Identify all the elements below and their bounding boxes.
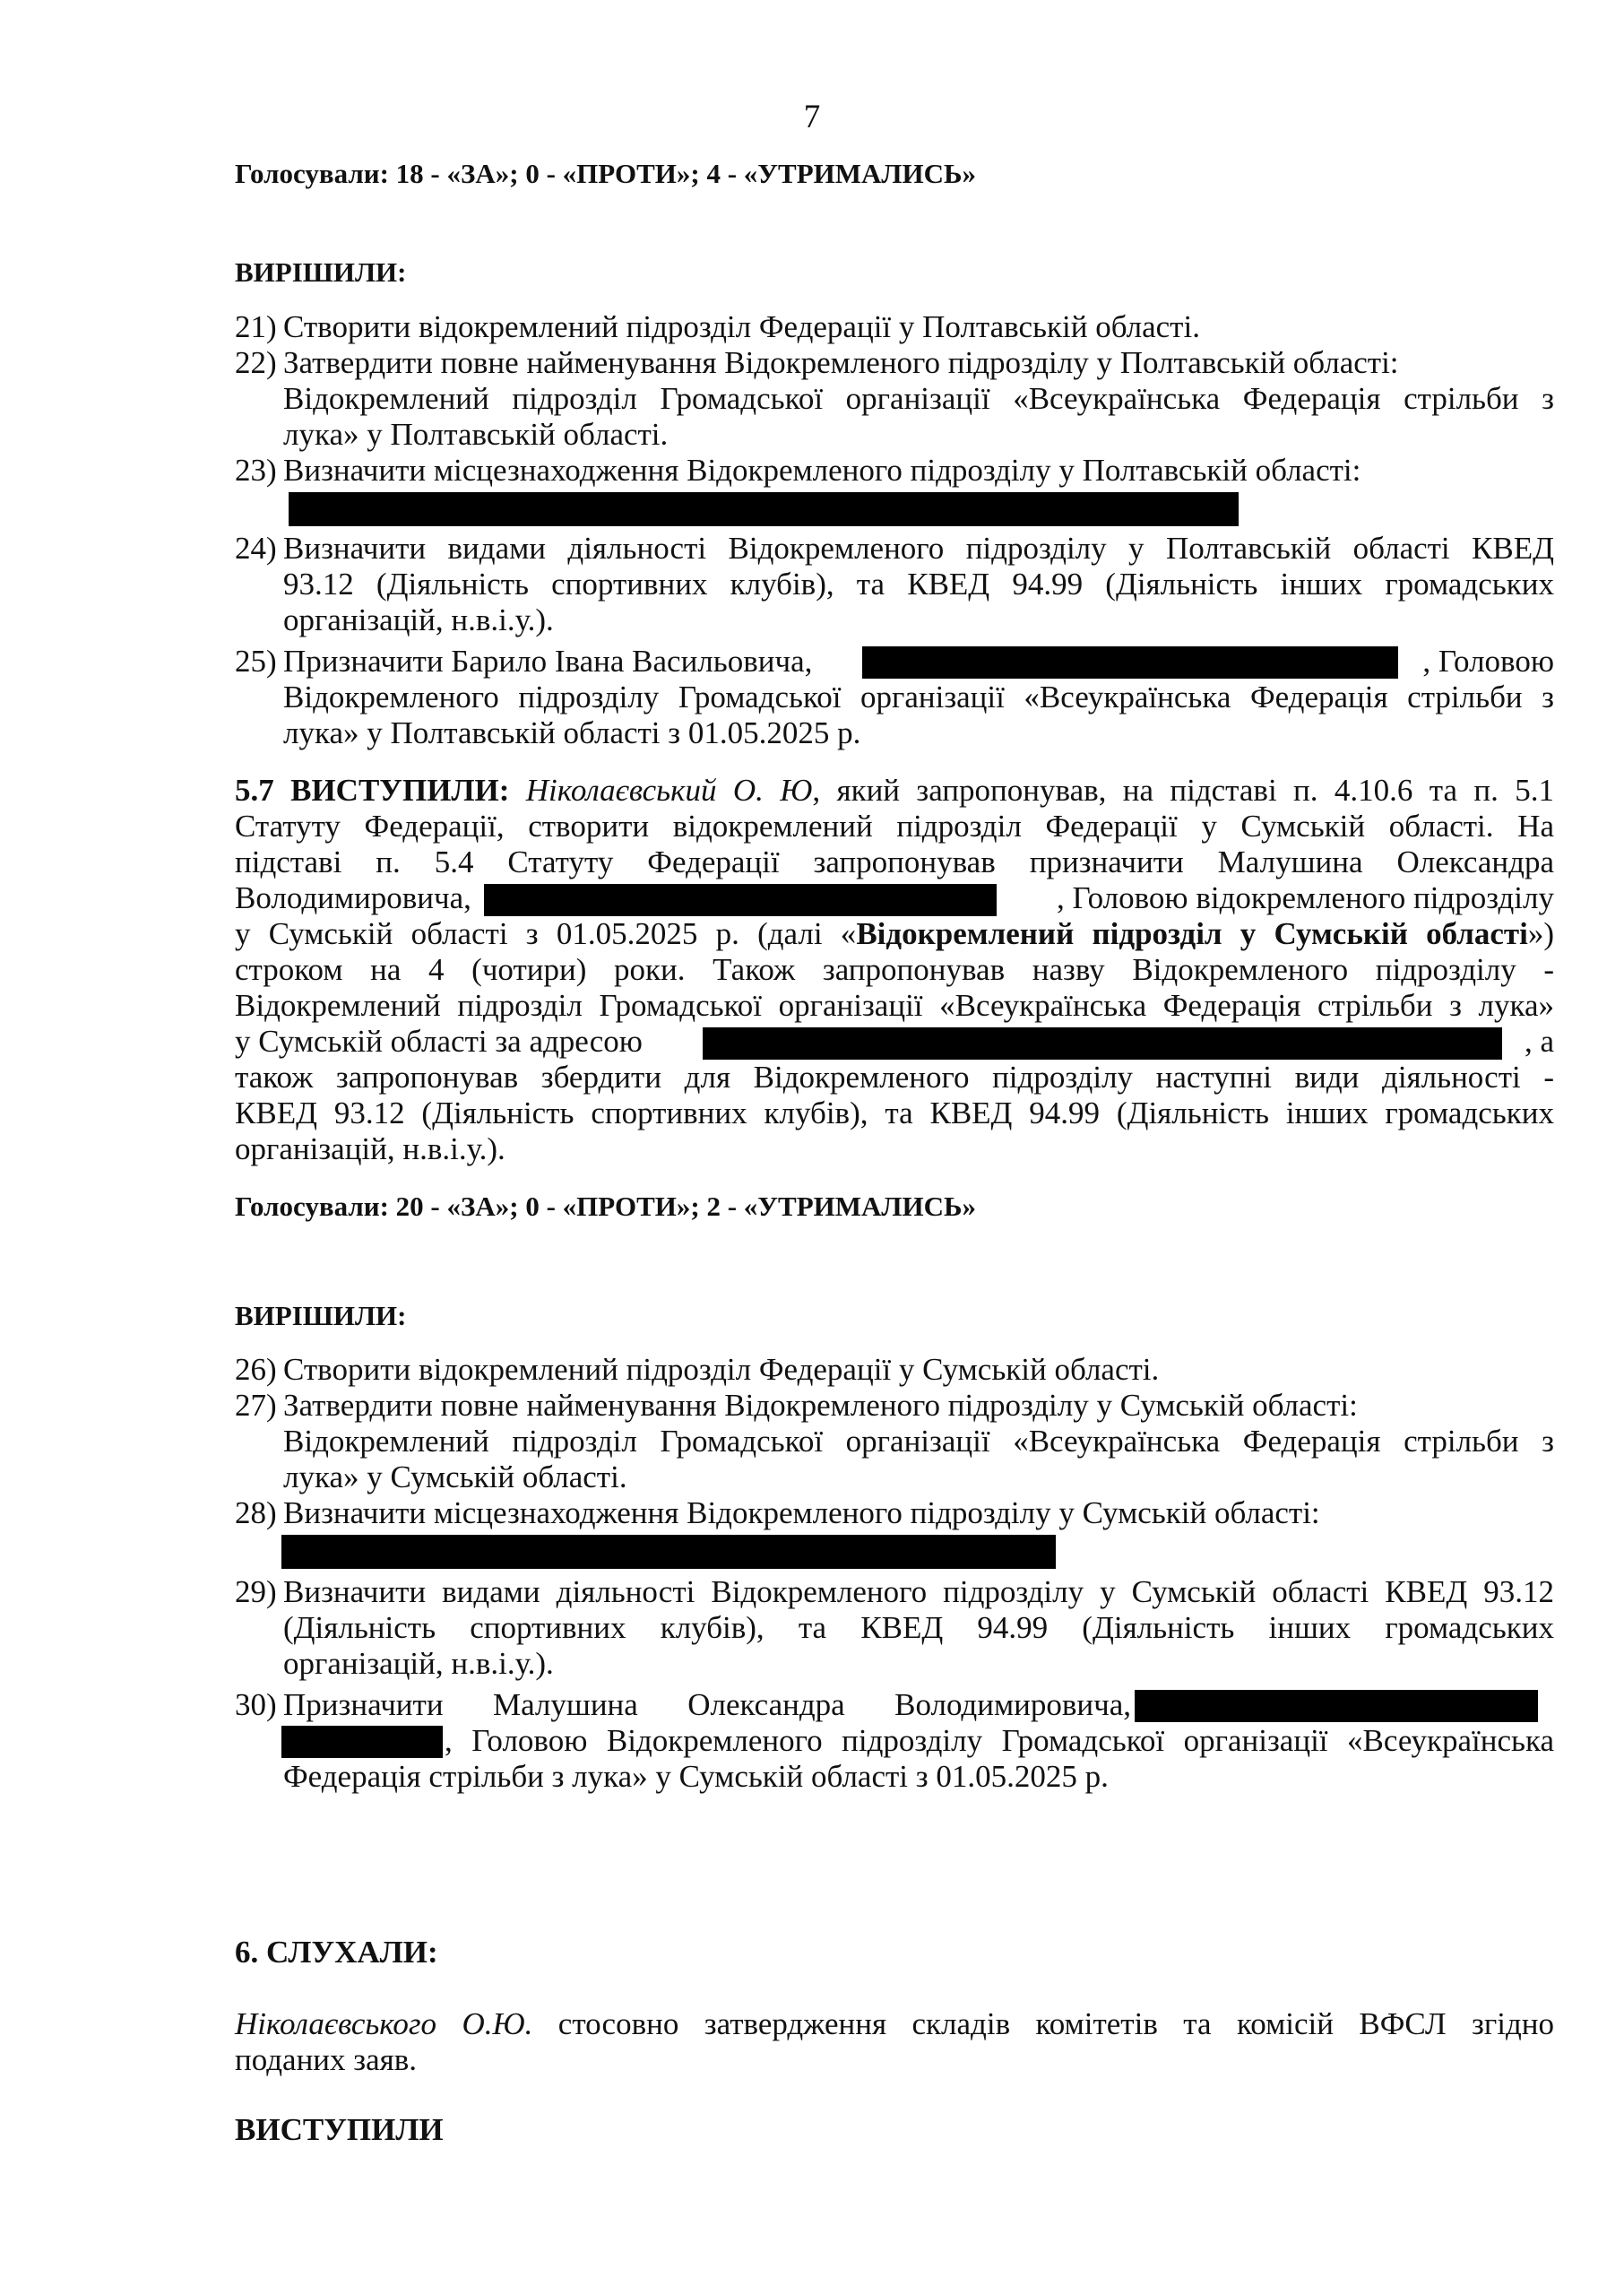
item-26-line-1: Створити відокремлений підрозділ Федерації у Сумській області. xyxy=(283,1352,1160,1387)
item-25-line-1a: Призначити Барило Івана Васильовича, xyxy=(283,644,813,679)
redacted-personal-data-3 xyxy=(1135,1690,1538,1722)
section-57-line-4b: , Головою відокремленого підрозділу xyxy=(1056,880,1554,915)
item-24-line-2: 93.12 (Діяльність спортивних клубів), та КВЕД 94.99 (Діяльність інших громадських xyxy=(283,567,1554,602)
item-number-21: 21) xyxy=(235,309,277,344)
item-23-line-1: Визначити місцезнаходження Відокремленого підрозділу у Полтавській області: xyxy=(283,453,1361,488)
section-57-line-1-text: , який запропонував, на підставі п. 4.10.6 та п. 5.1 xyxy=(812,773,1554,808)
redacted-address-1 xyxy=(289,492,1239,526)
section-57-line-8b: , а xyxy=(1524,1024,1554,1059)
vote-result-1: Голосували: 18 - «ЗА»; 0 - «ПРОТИ»; 4 - «УТРИМАЛИСЬ» xyxy=(235,158,977,189)
section-57-line-2: Статуту Федерації, створити відокремлений підрозділ Федерації у Сумській області. На xyxy=(235,809,1554,844)
item-number-23: 23) xyxy=(235,453,277,488)
item-number-25: 25) xyxy=(235,644,277,679)
section-57-line-5-text: у Сумській області з 01.05.2025 р. (далі « xyxy=(235,916,857,951)
item-30-line-3: Федерація стрільби з лука» у Сумській області з 01.05.2025 р. xyxy=(283,1759,1109,1794)
section-6-line-2: поданих заяв. xyxy=(235,2042,418,2077)
section-6-line-1 xyxy=(235,2006,1554,2042)
item-number-26: 26) xyxy=(235,1352,277,1387)
section-57-line-10: КВЕД 93.12 (Діяльність спортивних клубів), та КВЕД 94.99 (Діяльність інших громадських xyxy=(235,1096,1554,1130)
section-57-line-9: також запропонував збердити для Відокремленого підрозділу наступні види діяльності - xyxy=(235,1060,1554,1095)
section-57-line-3: підставі п. 5.4 Статуту Федерації запропонував призначити Малушина Олександра xyxy=(235,844,1554,879)
section-57-line-5 xyxy=(235,916,1554,952)
item-24-line-3: організацій, н.в.і.у.). xyxy=(283,602,554,637)
item-22-line-3: лука» у Полтавській області. xyxy=(283,417,669,452)
item-28-line-1: Визначити місцезнаходження Відокремленого підрозділу у Сумській області: xyxy=(283,1495,1320,1530)
section-57-bold-name: Відокремлений підрозділ у Сумській області xyxy=(856,916,1528,951)
section-57-line-1 xyxy=(235,773,1554,809)
item-27-line-3: лука» у Сумській області. xyxy=(283,1459,627,1494)
item-30-line-2: , Головою Відокремленого підрозділу Громадської організації «Всеукраїнська xyxy=(445,1723,1554,1758)
item-21-line-1: Створити відокремлений підрозділ Федерації у Полтавській області. xyxy=(283,309,1200,344)
section-57-line-6: строком на 4 (чотири) роки. Також запропонував назву Відокремленого підрозділу - xyxy=(235,952,1554,987)
item-number-29: 29) xyxy=(235,1574,277,1609)
item-number-27: 27) xyxy=(235,1388,277,1423)
item-25-line-3: лука» у Полтавській області з 01.05.2025 р. xyxy=(283,715,861,750)
redacted-personal-data-1 xyxy=(862,646,1398,679)
item-25-line-2: Відокремленого підрозділу Громадської організації «Всеукраїнська Федерація стрільби з xyxy=(283,680,1554,714)
item-22-line-1: Затвердити повне найменування Відокремленого підрозділу у Полтавській області: xyxy=(283,345,1399,380)
item-27-line-1: Затвердити повне найменування Відокремленого підрозділу у Сумській області: xyxy=(283,1388,1358,1423)
section-6-line-1-text: стосовно затвердження складів комітетів та комісій ВФСЛ згідно xyxy=(532,2006,1554,2041)
item-27-line-2: Відокремлений підрозділ Громадської організації «Всеукраїнська Федерація стрільби з xyxy=(283,1424,1554,1459)
item-29-line-2: (Діяльність спортивних клубів), та КВЕД 94.99 (Діяльність інших громадських xyxy=(283,1610,1554,1645)
section-57-line-11: організацій, н.в.і.у.). xyxy=(235,1131,505,1166)
section-57-line-7: Відокремлений підрозділ Громадської організації «Всеукраїнська Федерація стрільби з лука» xyxy=(235,988,1554,1023)
section-6-speaker: Ніколаєвського О.Ю. xyxy=(235,2006,533,2041)
item-22-line-2: Відокремлений підрозділ Громадської організації «Всеукраїнська Федерація стрільби з xyxy=(283,381,1554,416)
redacted-personal-data-4 xyxy=(281,1726,443,1758)
item-number-24: 24) xyxy=(235,531,277,566)
section-57-label: 5.7 ВИСТУПИЛИ: xyxy=(235,773,510,808)
vote-result-2: Голосували: 20 - «ЗА»; 0 - «ПРОТИ»; 2 - «УТРИМАЛИСЬ» xyxy=(235,1191,977,1222)
item-number-28: 28) xyxy=(235,1495,277,1530)
page-number: 7 xyxy=(803,99,821,135)
item-24-line-1: Визначити видами діяльності Відокремленого підрозділу у Полтавській області КВЕД xyxy=(283,531,1554,566)
item-number-22: 22) xyxy=(235,345,277,380)
section-57-line-4a: Володимировича, xyxy=(235,880,471,915)
item-30-line-1a: Призначити Малушина Олександра Володимировича, xyxy=(283,1687,1131,1722)
decided-heading-1: ВИРІШИЛИ: xyxy=(235,256,407,288)
redacted-personal-data-2 xyxy=(484,884,997,916)
section-6-spoke: ВИСТУПИЛИ xyxy=(235,2112,444,2147)
decided-heading-2: ВИРІШИЛИ: xyxy=(235,1300,407,1331)
section-57-line-5-end: ») xyxy=(1527,916,1555,951)
redacted-address-3 xyxy=(281,1535,1056,1569)
item-29-line-1: Визначити видами діяльності Відокремленого підрозділу у Сумській області КВЕД 93.12 xyxy=(283,1574,1554,1609)
item-25-line-1b: , Головою xyxy=(1422,644,1554,679)
section-6-heading: 6. СЛУХАЛИ: xyxy=(235,1935,438,1970)
item-29-line-3: організацій, н.в.і.у.). xyxy=(283,1646,554,1681)
section-57-line-8a: у Сумській області за адресою xyxy=(235,1024,643,1059)
item-number-30: 30) xyxy=(235,1687,277,1722)
redacted-address-2 xyxy=(703,1027,1502,1060)
section-57-speaker: Ніколаєвський О. Ю xyxy=(525,773,813,808)
